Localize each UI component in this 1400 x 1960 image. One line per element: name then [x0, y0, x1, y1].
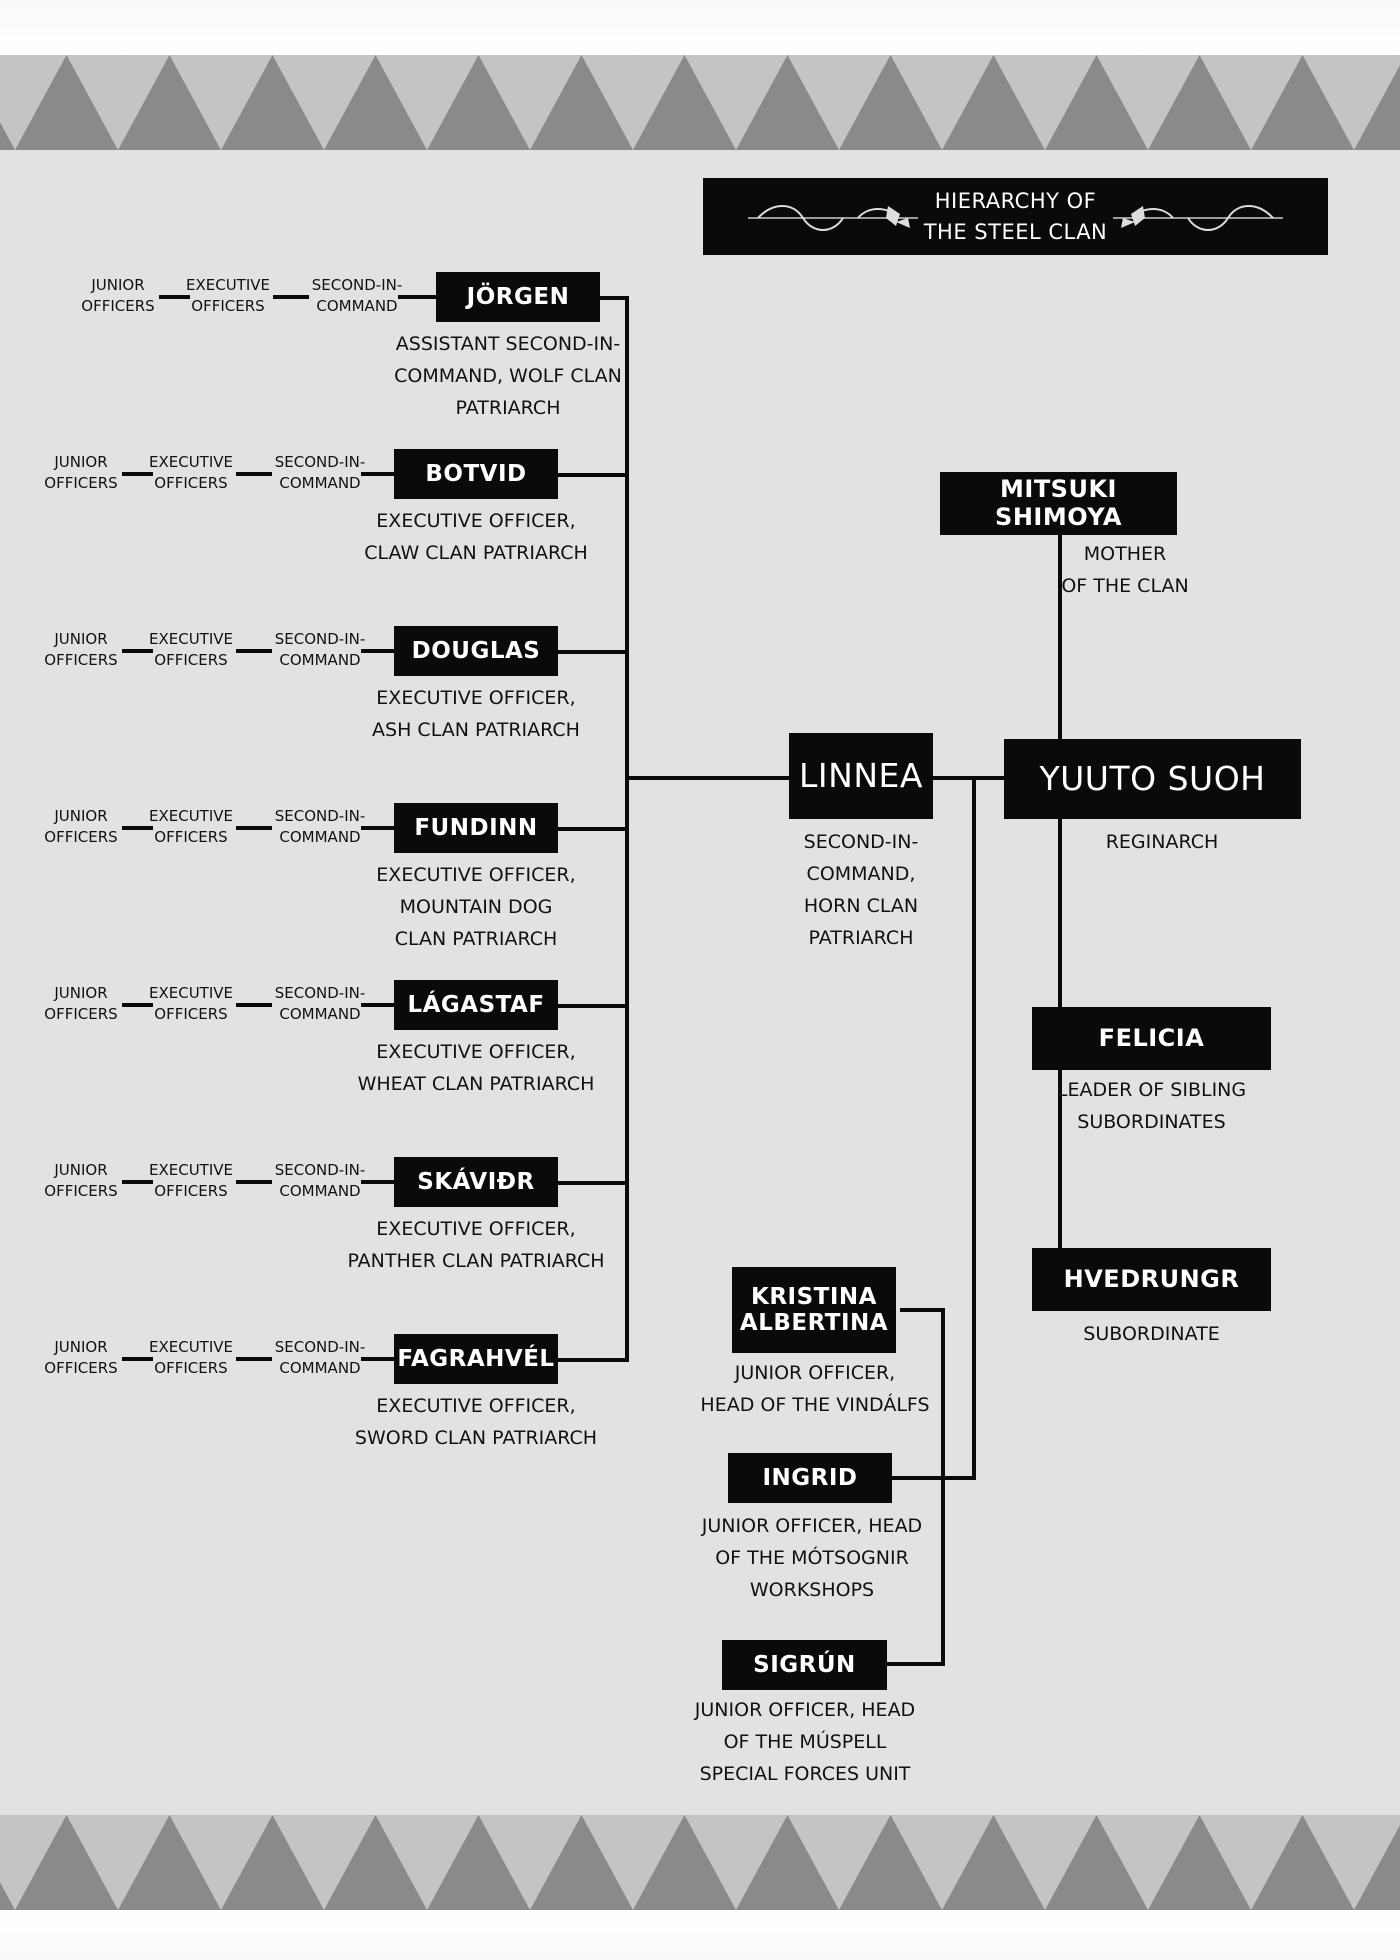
diagram-title: HIERARCHY OF THE STEEL CLAN: [923, 188, 1108, 244]
chain-junior-officers-label: JUNIOR OFFICERS: [44, 807, 118, 846]
sigrun-box: [722, 1640, 887, 1690]
chain-executive-officers-label: EXECUTIVE OFFICERS: [185, 276, 270, 315]
ingrid-box: [728, 1453, 892, 1503]
patriarch-name: SKÁVIÐR: [417, 1168, 535, 1195]
patriarch-caption: EXECUTIVE OFFICER, ASH CLAN PATRIARCH: [372, 687, 580, 741]
ingrid-name: INGRID: [762, 1464, 858, 1491]
patriarch-box: [394, 1157, 558, 1207]
yuuto-caption: REGINARCH: [1105, 831, 1219, 853]
chain-executive-officers-label: EXECUTIVE OFFICERS: [148, 1161, 233, 1200]
chain-executive-officers-label: EXECUTIVE OFFICERS: [148, 630, 233, 669]
chain-second-in-command-label: SECOND-IN- COMMAND: [274, 1338, 366, 1377]
chain-second-in-command-label: SECOND-IN- COMMAND: [274, 984, 366, 1023]
chain-executive-officers-label: EXECUTIVE OFFICERS: [148, 807, 233, 846]
chain-junior-officers-label: JUNIOR OFFICERS: [44, 453, 118, 492]
chain-second-in-command-label: SECOND-IN- COMMAND: [274, 1161, 366, 1200]
sigrun-name: SIGRÚN: [753, 1651, 856, 1678]
patriarch-name: DOUGLAS: [411, 637, 541, 664]
chain-junior-officers-label: JUNIOR OFFICERS: [44, 1338, 118, 1377]
felicia-caption: LEADER OF SIBLING SUBORDINATES: [1056, 1079, 1247, 1133]
patriarch-caption: EXECUTIVE OFFICER, WHEAT CLAN PATRIARCH: [357, 1041, 595, 1095]
linnea-name: LINNEA: [799, 756, 923, 796]
patriarch-caption: ASSISTANT SECOND-IN- COMMAND, WOLF CLAN PATRIARCH: [394, 333, 622, 419]
chain-executive-officers-label: EXECUTIVE OFFICERS: [148, 1338, 233, 1377]
patriarch-box: [394, 449, 558, 499]
hvedrungr-box: [1032, 1248, 1271, 1311]
patriarch-name: LÁGASTAF: [407, 991, 545, 1018]
sigrun-caption: JUNIOR OFFICER, HEAD OF THE MÚSPELL SPECIAL FORCES UNIT: [694, 1699, 916, 1785]
patriarch-box: [394, 626, 558, 676]
kristina-caption: JUNIOR OFFICER, HEAD OF THE VINDÁLFS: [700, 1362, 930, 1416]
mitsuki-caption: MOTHER OF THE CLAN: [1061, 543, 1189, 597]
chain-junior-officers-label: JUNIOR OFFICERS: [81, 276, 155, 315]
patriarch-caption: EXECUTIVE OFFICER, PANTHER CLAN PATRIARCH: [347, 1218, 605, 1272]
patriarch-name: BOTVID: [425, 460, 527, 487]
mitsuki-name: MITSUKI SHIMOYA: [995, 474, 1122, 531]
hvedrungr-name: HVEDRUNGR: [1063, 1264, 1240, 1293]
mitsuki-box: [940, 472, 1177, 535]
kristina-name: KRISTINA ALBERTINA: [739, 1283, 889, 1336]
chain-second-in-command-label: SECOND-IN- COMMAND: [274, 453, 366, 492]
yuuto-name: YUUTO SUOH: [1039, 759, 1266, 799]
yuuto-box: [1004, 739, 1301, 819]
patriarch-name: JÖRGEN: [466, 283, 570, 310]
chain-junior-officers-label: JUNIOR OFFICERS: [44, 1161, 118, 1200]
felicia-box: [1032, 1007, 1271, 1070]
patriarch-caption: EXECUTIVE OFFICER, CLAW CLAN PATRIARCH: [364, 510, 588, 564]
felicia-name: FELICIA: [1098, 1023, 1205, 1052]
patriarch-box: [394, 1334, 558, 1384]
title-banner: [703, 178, 1328, 255]
patriarch-box: [394, 980, 558, 1030]
chain-junior-officers-label: JUNIOR OFFICERS: [44, 630, 118, 669]
kristina-box: [732, 1267, 896, 1353]
linnea-box: [789, 733, 933, 819]
ingrid-caption: JUNIOR OFFICER, HEAD OF THE MÓTSOGNIR WORKSHOPS: [701, 1515, 923, 1601]
chain-second-in-command-label: SECOND-IN- COMMAND: [311, 276, 403, 315]
patriarch-caption: EXECUTIVE OFFICER, MOUNTAIN DOG CLAN PATRIARCH: [376, 864, 576, 950]
chain-second-in-command-label: SECOND-IN- COMMAND: [274, 630, 366, 669]
patriarch-box: [436, 272, 600, 322]
patriarch-box: [394, 803, 558, 853]
chain-executive-officers-label: EXECUTIVE OFFICERS: [148, 453, 233, 492]
patriarch-name: FUNDINN: [414, 814, 538, 841]
chain-junior-officers-label: JUNIOR OFFICERS: [44, 984, 118, 1023]
patriarch-name: FAGRAHVÉL: [397, 1345, 555, 1372]
hvedrungr-caption: SUBORDINATE: [1083, 1323, 1220, 1345]
linnea-caption: SECOND-IN- COMMAND, HORN CLAN PATRIARCH: [803, 831, 919, 949]
chain-executive-officers-label: EXECUTIVE OFFICERS: [148, 984, 233, 1023]
patriarch-caption: EXECUTIVE OFFICER, SWORD CLAN PATRIARCH: [354, 1395, 598, 1449]
chain-second-in-command-label: SECOND-IN- COMMAND: [274, 807, 366, 846]
